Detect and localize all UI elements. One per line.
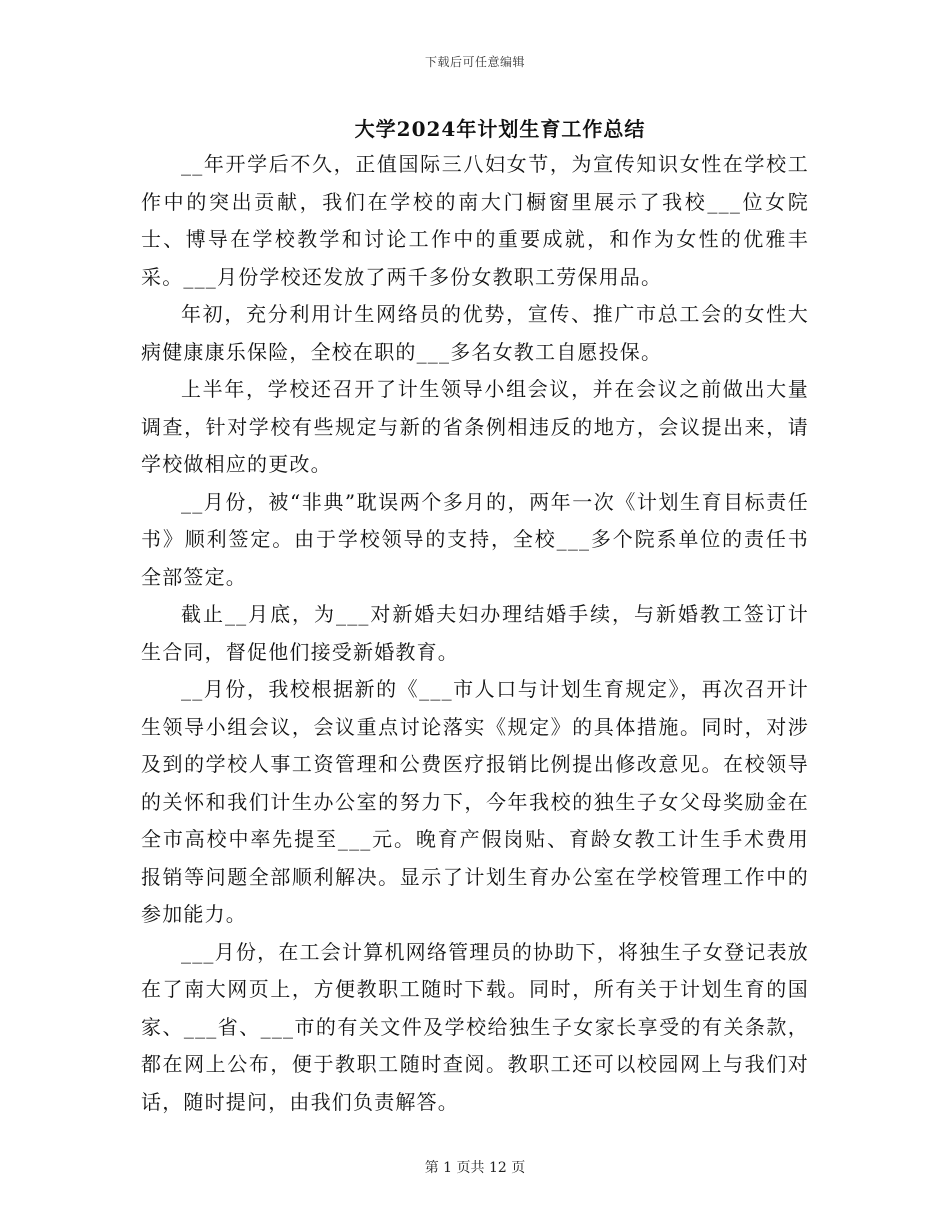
paragraph: 上半年，学校还召开了计生领导小组会议，并在会议之前做出大量调查，针对学校有些规定与新的省条例相违反的地方，会议提出来，请学校做相应的更改。 xyxy=(141,377,809,476)
document-body xyxy=(141,146,809,1121)
header-note: 下载后可任意编辑 xyxy=(424,55,525,69)
page-number: 第 1 页共 12 页 xyxy=(424,1160,526,1176)
paragraph: __月份，被“非典”耽误两个多月的，两年一次《计划生育目标责任书》顺利签定。由于学校领导的支持，全校___多个院系单位的责任书全部签定。 xyxy=(141,489,809,589)
paragraph: ___月份，在工会计算机网络管理员的协助下，将独生子女登记表放在了南大网页上，方便教职工随时下载。同时，所有关于计划生育的国家、___省、___市的有关文件及学校给独生子女家长享受的有关条款，都在网上公布，便于教职工随时查阅。教职工还可以校园网上与我们对话，随时提问，由我们负责解答。 xyxy=(141,939,809,1114)
paragraph: __月份，我校根据新的《___市人口与计划生育规定》，再次召开计生领导小组会议，会议重点讨论落实《规定》的具体措施。同时，对涉及到的学校人事工资管理和公费医疗报销比例提出修改意见。在校领导的关怀和我们计生办公室的努力下，今年我校的独生子女父母奖励金在全市高校中率先提至___元。晚育产假岗贴、育龄女教工计生手术费用报销等问题全部顺利解决。显示了计划生育办公室在学校管理工作中的参加能力。 xyxy=(141,677,809,926)
paragraph: __年开学后不久，正值国际三八妇女节，为宣传知识女性在学校工作中的突出贡献，我们在学校的南大门橱窗里展示了我校___位女院士、博导在学校教学和讨论工作中的重要成就，和作为女性的优雅丰采。___月份学校还发放了两千多份女教职工劳保用品。 xyxy=(141,152,809,289)
document-title: 大学2024年计划生育工作总结 xyxy=(354,117,646,141)
paragraph: 截止__月底，为___对新婚夫妇办理结婚手续，与新婚教工签订计生合同，督促他们接受新婚教育。 xyxy=(141,602,809,664)
paragraph: 年初，充分利用计生网络员的优势，宣传、推广市总工会的女性大病健康康乐保险，全校在职的___多名女教工自愿投保。 xyxy=(141,302,809,364)
